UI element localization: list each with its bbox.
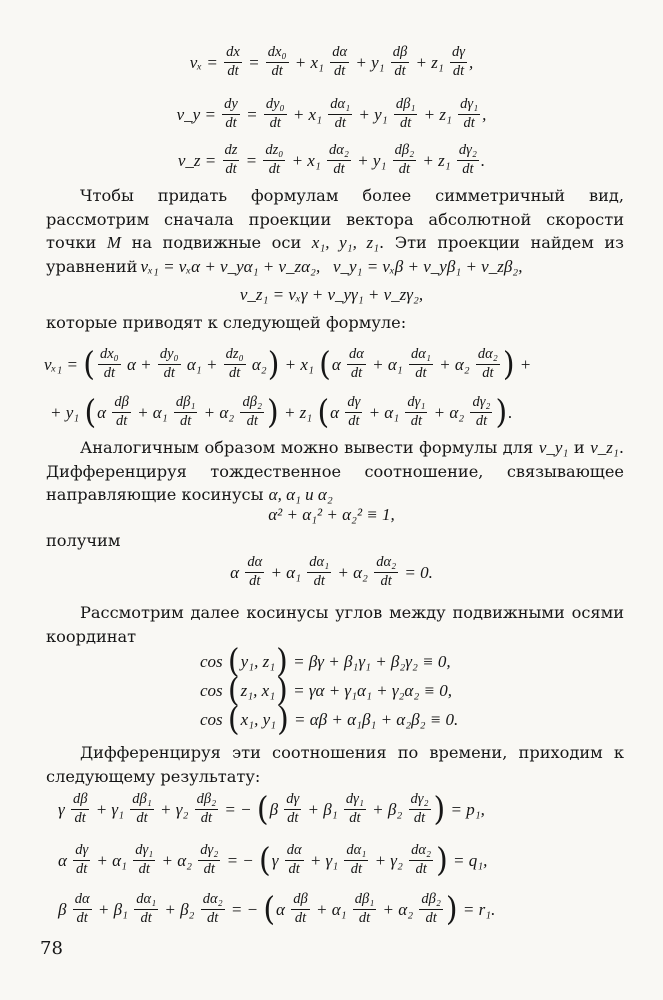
paragraph-differentiating: Дифференцируя эти соотношения по времени, приходим к следующему результату: (46, 743, 624, 786)
velocity-symbol-vz1: v_z₁ (590, 438, 619, 457)
projection-equations-line2: v_z₁ = vₓγ + v_yγ₁ + v_zγ₂, (239, 284, 424, 304)
fraction: $\frac{\text{dγ₂}}{dt}$ (200, 842, 219, 877)
fraction: $\frac{\text{dx₀}}{dt}$ (99, 346, 119, 381)
paragraph-text: и (568, 438, 591, 457)
fraction: $\frac{\text{dγ₁}}{dt}$ (460, 96, 479, 131)
fraction: $\frac{dy}{dt}$ (224, 96, 238, 131)
fraction: $\frac{d\gamma}{dt}$ (452, 44, 465, 79)
paragraph-text: на подвижные оси (121, 233, 312, 252)
fraction: $\frac{\text{dγ₁}}{dt}$ (135, 842, 154, 877)
fraction: $\frac{\text{dβ₂}}{dt}$ (394, 142, 415, 177)
cosines-symbols: α, α₁ и α₂ (268, 485, 333, 504)
fraction: $\frac{d\beta}{dt}$ (114, 394, 129, 429)
fraction: $\frac{d\gamma}{dt}$ (75, 842, 89, 877)
fraction: $\frac{\text{dα₂}}{dt}$ (376, 554, 397, 589)
cosine-relation-y1z1: cos ( y₁, z₁ ) = βγ + β₁γ₁ + β₂γ₂ ≡ 0, (200, 641, 451, 681)
fraction: $\frac{\text{dz₀}}{dt}$ (225, 346, 244, 381)
projection-equations-line1: vₓ₁ = vₓα + v_yα₁ + v_zα₂, v_y₁ = vₓβ + v_yβ₁ + v_zβ₂, (140, 256, 523, 276)
fraction: $\frac{\text{dβ₂}}{dt}$ (242, 394, 262, 429)
fraction: $\frac{\text{dβ₁}}{dt}$ (175, 394, 196, 429)
fraction: $\frac{d\alpha}{dt}$ (349, 346, 364, 381)
paragraph-leads-to: которые приводят к следующей формуле: (46, 313, 407, 332)
formula-vx1-line2: + y₁ ( α $\frac{d\beta}{dt}$ + α₁ $\frac{\text{dβ₁}}{dt}$ + α₂ $\frac{\text{dβ₂}}{dt}$ ) + z₁ ( α $\frac{d\gamma}{dt}$ + α₁ $\frac{\text{dγ₁}}{dt}$ + α₂ $\frac{\text{dγ₂}}{dt}$ ) . (50, 392, 513, 432)
result-r1: β $\frac{d\alpha}{dt}$ + β₁ $\frac{\text{dα₁}}{dt}$ + β₂ $\frac{\text{dα₂}}{dt}$ = − ( α $\frac{d\beta}{dt}$ + α₁ $\frac{\text{dβ₁}}{dt}$ + α₂ $\frac{\text{dβ₂}}{dt}$ ) = r₁. (58, 889, 496, 929)
fraction: $\frac{d\beta}{dt}$ (392, 44, 408, 79)
axes-symbols: x₁, y₁, z₁ (311, 233, 380, 252)
formula-vx1-line1: vₓ₁ = ( $\frac{\text{dx₀}}{dt}$ α + $\frac{\text{dy₀}}{dt}$ α₁ + $\frac{\text{dz₀}}{dt}$ α₂ ) + x₁ ( α $\frac{d\alpha}{dt}$ + α₁ $\frac{\text{dα₁}}{dt}$ + α₂ $\frac{\text{dα₂}}{dt}$ ) + (44, 344, 532, 384)
fraction: $\frac{\text{dγ₂}}{dt}$ (472, 394, 491, 429)
fraction: $\frac{\text{dα₂}}{dt}$ (477, 346, 498, 381)
cosine-relation-z1x1: cos ( z₁, x₁ ) = γα + γ₁α₁ + γ₂α₂ ≡ 0, (200, 670, 452, 710)
fraction: $\frac{\text{dα₁}}{dt}$ (309, 554, 330, 589)
fraction: $\frac{\text{dβ₁}}{dt}$ (132, 791, 152, 826)
fraction: $\frac{\text{dy₀}}{dt}$ (265, 96, 285, 131)
fraction: $\frac{d\alpha}{dt}$ (247, 554, 263, 589)
fraction: $\frac{\text{dα₁}}{dt}$ (410, 346, 431, 381)
derivative-identity: α $\frac{d\alpha}{dt}$ + α₁ $\frac{\text{dα₁}}{dt}$ + α₂ $\frac{\text{dα₂}}{dt}$ = 0. (230, 554, 433, 589)
paragraph-we-get: получим (46, 531, 121, 550)
velocity-equation-vy: v_y = $\frac{dy}{dt}$ = $\frac{\text{dy₀}}{dt}$ + x₁ $\frac{\text{dα₁}}{dt}$ + y₁ $\frac{\text{dβ₁}}{dt}$ + z₁ $\frac{\text{dγ₁}}{dt}$ , (176, 96, 487, 131)
fraction: $\frac{d\beta}{dt}$ (293, 891, 308, 926)
paragraph-analogous (46, 436, 624, 507)
fraction: $\frac{\text{dy₀}}{dt}$ (159, 346, 179, 381)
fraction: $\frac{\text{dγ₂}}{dt}$ (458, 142, 477, 177)
fraction: $\frac{d\alpha}{dt}$ (332, 44, 348, 79)
fraction: $\frac{\text{dβ₂}}{dt}$ (196, 791, 217, 826)
fraction: $\frac{dx}{dt}$ (226, 44, 240, 79)
paragraph-text: Чтобы придать формулам более симметричный вид, рассмотрим сначала проекции вектора абсолютной скорости точки (46, 186, 624, 252)
fraction: $\frac{\text{dx₀}}{dt}$ (267, 44, 287, 79)
velocity-symbol-vy1: v_y₁ (538, 438, 569, 457)
fraction: $\frac{\text{dα₁}}{dt}$ (330, 96, 351, 131)
cosine-relation-x1y1: cos ( x₁, y₁ ) = αβ + α₁β₁ + α₂β₂ ≡ 0. (200, 699, 459, 739)
fraction: $\frac{\text{dβ₁}}{dt}$ (354, 891, 375, 926)
fraction: $\frac{\text{dα₁}}{dt}$ (346, 842, 367, 877)
result-p1: γ $\frac{d\beta}{dt}$ + γ₁ $\frac{\text{dβ₁}}{dt}$ + γ₂ $\frac{\text{dβ₂}}{dt}$ = − ( β $\frac{d\gamma}{dt}$ + β₁ $\frac{\text{dγ₁}}{dt}$ + β₂ $\frac{\text{dγ₂}}{dt}$ ) = p₁, (58, 789, 485, 829)
fraction: $\frac{\text{dγ₂}}{dt}$ (410, 791, 429, 826)
result-q1: α $\frac{d\gamma}{dt}$ + α₁ $\frac{\text{dγ₁}}{dt}$ + α₂ $\frac{\text{dγ₂}}{dt}$ = − ( γ $\frac{d\alpha}{dt}$ + γ₁ $\frac{\text{dα₁}}{dt}$ + γ₂ $\frac{\text{dα₂}}{dt}$ ) = q₁, (58, 840, 488, 880)
paragraph-axes-cosines: Рассмотрим далее косинусы углов между подвижными осями координат (46, 603, 624, 646)
fraction: $\frac{d\gamma}{dt}$ (286, 791, 300, 826)
velocity-equation-vz: v_z = $\frac{dz}{dt}$ = $\frac{\text{dz₀}}{dt}$ + x₁ $\frac{\text{dα₂}}{dt}$ + y₁ $\frac{\text{dβ₂}}{dt}$ + z₁ $\frac{\text{dγ₂}}{dt}$ . (177, 142, 486, 177)
fraction: $\frac{\text{dα₂}}{dt}$ (329, 142, 349, 177)
paragraph-text: . Эти проекции найдем из уравнений (46, 233, 625, 276)
fraction: $\frac{\text{dβ₂}}{dt}$ (421, 891, 441, 926)
fraction: $\frac{d\beta}{dt}$ (72, 791, 88, 826)
fraction: $\frac{\text{dα₂}}{dt}$ (202, 891, 223, 926)
point-symbol: M (106, 233, 122, 252)
fraction: $\frac{\text{dγ₁}}{dt}$ (345, 791, 364, 826)
fraction: $\frac{\text{dγ₁}}{dt}$ (407, 394, 426, 429)
fraction: $\frac{dz}{dt}$ (224, 142, 238, 177)
fraction: $\frac{d\alpha}{dt}$ (286, 842, 302, 877)
identity-equation: α² + α₁² + α₂² ≡ 1, (268, 504, 395, 524)
fraction: $\frac{\text{dβ₁}}{dt}$ (395, 96, 416, 131)
page-number: 78 (40, 938, 63, 959)
fraction: $\frac{d\alpha}{dt}$ (74, 891, 90, 926)
fraction: $\frac{\text{dα₂}}{dt}$ (411, 842, 432, 877)
fraction: $\frac{\text{dα₁}}{dt}$ (136, 891, 157, 926)
fraction: $\frac{\text{dz₀}}{dt}$ (265, 142, 284, 177)
paragraph-text: Аналогичным образом можно вывести формулы для (80, 438, 539, 457)
fraction: $\frac{d\gamma}{dt}$ (347, 394, 361, 429)
paragraph-text: . Дифференцируя тождественное соотношение, связывающее направляющие косинусы (46, 438, 624, 504)
velocity-equation-vx: vₓ = $\frac{dx}{dt}$ = $\frac{\text{dx₀}}{dt}$ + x₁ $\frac{d\alpha}{dt}$ + y₁ $\frac{d\beta}{dt}$ + z₁ $\frac{d\gamma}{dt}$ , (189, 44, 474, 79)
